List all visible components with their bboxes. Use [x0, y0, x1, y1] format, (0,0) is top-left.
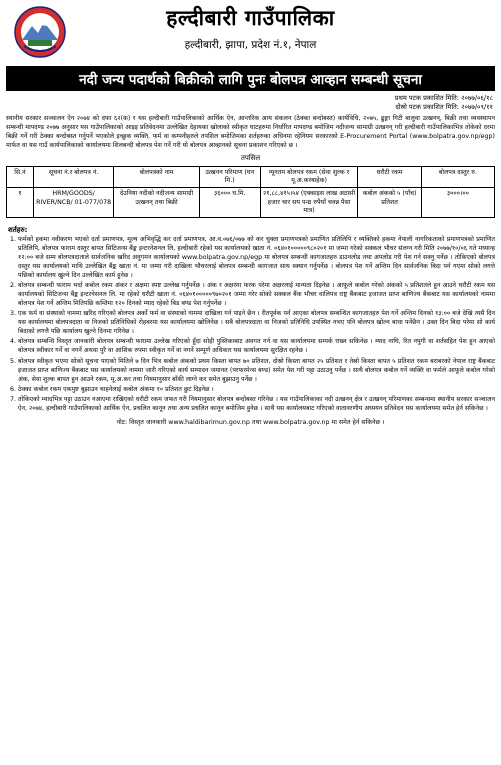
publication-dates	[6, 94, 495, 112]
schedule-title: तपसिल	[240, 154, 261, 163]
bid-table	[6, 166, 495, 218]
cell-fee: ३०००।००	[421, 188, 494, 218]
term-item: 7. तोकिएको म्यादभित्र पट्टा उठाउन नआएमा राखिएको धरौटी रकम जफत गरी नियमानुसार बोलपत्र बन्दोबस्त गरिनेछ । यस गाउँपालिकाका नदी उत्खनन् क्षेत्र र उत्खनन् परिमाणका सम्बन्धमा स्थानीय सरकार सञ्चालन ऐन, २०७४, हल्दीबारी गाउँपालिकाको आर्थिक ऐन, प्रचलित कानून तथा अन्य प्रचलित कानून बमोजिम हुनेछ । साथै यस कार्यालयबाट गरिएको वातावरणीय अध्ययन प्रतिवेदन यस कार्यालयमा समेत हेर्न सकिनेछ ।	[18, 396, 495, 414]
col-header-notice-no: सूचना नं.र बोलपत्र नं.	[33, 167, 114, 188]
col-header-quantity: उत्खनन परिमाण (घन मि.)	[199, 167, 260, 188]
page-title: हल्दीबारी गाउँपालिका	[166, 6, 335, 30]
letterhead	[6, 0, 495, 66]
table-header-row	[7, 167, 495, 188]
col-header-fee: बोलपत्र दस्तुर रु.	[421, 167, 494, 188]
col-header-deposit: धरौटी रकम	[358, 167, 421, 188]
cell-bid-name: देउनिया नदीको नदीजन्य सामाग्री उत्खनन् तथा बिक्री	[114, 188, 199, 218]
notice-banner: नदी जन्य पदार्थको बिक्रीको लागि पुनः बोलपत्र आव्हान सम्बन्धी सूचना	[6, 66, 495, 91]
terms-list	[6, 236, 495, 414]
term-item: 4. बोलपत्र सम्बन्धि विस्तृत जानकारी बोलपत्र सम्बन्धी फारामा उल्लेख गरिएको हुँदा सोही पुस्तिकाबाट अवगत गर्न वा यस कार्यालयमा सम्पर्क राख्न सकिनेछ । म्याद नाघि, रित नपुगी वा शर्तसहित पेश हुन आएको बोलपत्र स्वीकार गर्ने वा नगर्ने अथवा पुरै वा आंशिक रुपमा स्वीकृत गर्ने वा नगर्ने सम्पूर्ण अधिकार यस कार्यालयमा सुरक्षित रहनेछ ।	[18, 338, 495, 356]
term-item: 3. एक फर्म वा संस्थाको नाममा खरिद गरिएको बोलपत्र अर्को फर्म वा संस्थाको नाममा दाखिला गर्न पाइने छैन । रीतपूर्वक पर्न आएका बोलपत्र सम्बन्धित कागजातहरु पेश गर्ने अन्तिम दिनको १३:०० बजे देखि त्यसै दिन यस कार्यालयमा बोलपत्रदाता वा निजको प्रतिनिधिको रोहबरमा यस कार्यालयमा खोलिनेछ । सबै बोलपत्रदाता वा निजको प्रतिनिधि उपस्थित नभए पनि बोलपत्र खोल्न बाधा पर्नेछैन । उक्त दिन बिदा परेमा सो कार्य बिदाको लगत्तै पछि कार्यालय खुल्ने दिनमा गरिनेछ ।	[18, 310, 495, 337]
table-row	[7, 188, 495, 218]
cell-sn: १	[7, 188, 34, 218]
term-item: 6. ठेक्का कबोल रकम एकमुष्ट बुझाउन चाहनेलाई कबोल अंकमा १० प्रतिशत छुट दिइनेछ ।	[18, 386, 495, 395]
terms-heading: शर्तहरु:	[8, 225, 28, 234]
cell-deposit: कबोल अंकको ५ (पाँच) प्रतिशत	[358, 188, 421, 218]
intro-paragraph: स्थानीय सरकार सञ्चालन ऐन २०७४ को दफा ६२(क) र यस हल्दीबारी गाउँपालिकाको आर्थिक ऐन, आन्तरिक आय संकलन (ठेक्का बन्दोबस्त) कार्यविधि, २०७५, ढुङ्गा गिटी बालुवा उत्खनन्, बिक्री तथा व्यवस्थापन सम्बन्धी मापदण्ड २०७७ अनुसार यस गाउँपालिकाको आइइ प्रतिवेदनमा उल्लेखित देहायका खोलाको स्वीकृत घाटहरुमा निर्धारित मापदण्ड बमोजिम नदीजन्य सामाग्री उत्खनन् गरी हल्दीबारी गाउँपालिकाभित्र तोकेको दरमा बिक्री गर्ने गरी ठेक्का बन्दोबस्त गर्नुपर्ने भएकोले इच्छुक व्यक्ति, फर्म वा कम्पनीहरुले तपशिल बमोजिमका शर्तहरुका अधिनमा रहेनियम सरकारको E-Procurement Portal (www.bolpatra.gov.np/egp) मार्फत वा यस गाउँ कार्यपालिकाको कार्यालयमा शिलबन्दी बोलपत्र पेश गर्ने गरी यो बोलपत्र आव्हानको सूचना प्रकाशन गरिएको छ ।	[6, 115, 495, 150]
cell-notice-no: HRM/GOODS/ RIVER/NCB/ 01-077/078	[33, 188, 114, 218]
col-header-bid-name: बोलपत्रको नाम	[114, 167, 199, 188]
col-header-min-amount: न्यूनतम बोलपत्र रकम (सेवा शुल्क र मू.अ.करबाहेक)	[260, 167, 358, 188]
cell-quantity: ३६००० घ.मि.	[199, 188, 260, 218]
term-item: 1. फर्मको हकमा नवीकरण भएको दर्ता प्रमाणपत्र, मूल्य अभिवृद्धि कर दर्ता प्रमाणपत्र, आ.व.०७६/०७७ को कर चुक्ता प्रमाणपत्रको प्रमाणित प्रतिलिपि र व्यक्तिको हकमा नेपाली नागरिकताको प्रमाणपत्रको प्रमाणित प्रतिलिपि, बोलपत्र फाराम दस्तुर बापत सिटिजन्स बैंङ्क इन्टरनेशनल लि, हल्दीबारी रहेको यस कार्यालयको खाता नं. ०६४०१०००००९८०२०१ मा जम्मा गरेको सक्कल भौचर संलग्न गरी मिति २०७७/१०/०६ गते मध्यान्ह १२:०० बजे सम्म बोलपत्रदाताले सार्वजनिक खरिद अनुगमन कार्यालयको www.bolpatra.gov.np/egp मा बोलपत्र सम्बन्धी कागजातहरु डाउनलोड तथा अपलोड गरी पेश गर्न सक्नु पर्नेछ । तोकिएको बोलपत्र दस्तुर यस कार्यालयको माथि उल्लेखित बैंङ्क खाता नं. मा जम्मा गरी दाखिला भौचरलाई बोलपत्र सम्बन्धी कागजात साथ स्क्यान गर्नुपर्नेछ । बोलपत्र पेश गर्ने अन्तिम दिन सार्वजनिक बिदा पर्न गएमा सोको लगत्ते पछिको कार्यालय खुल्ने दिन उल्लेखित कार्य हुनेछ ।	[18, 236, 495, 281]
second-publish-date: दोस्रो पटक प्रकाशित मिति: २०७७/०९/११	[395, 103, 493, 111]
term-item: 5. बोलपत्र स्वीकृत भएमा सोको सूचना पाएको मितिले ७ दिन भित्र कबोल अंकको प्रथम किस्ता बापत ७० प्रतिशत, दोस्रो किस्ता बापत २५ प्रतिशत र तेस्रो किस्ता बापत ५ प्रतिशत रकम बराबरको नेपाल राष्ट्र बैंकबाट इजाजत प्राप्त बाणिज्य बैंकबाट यस कार्यालयको नाममा जारी गरिएको कार्य सम्पादन जमानत (परफरमेन्स बण्ड) समेत पेश गरी पट्टा उठाउनु पर्नेछ । साथै बोलपत्र कबोल गर्ने व्यक्ति वा फर्मले आफूले कबोल गरेको अंक, सेवा शुल्क बापत हुन आउने रकम, मू.अ.कर तथा नियमानुसार बाँकी लाग्ने कर समेत बुझाउनु पर्नेछ ।	[18, 358, 495, 385]
footer-note: नोट: विस्तृत जानकारी www.haldibarimun.gov.np तथा www.bolpatra.gov.np मा समेत हेर्न सकिनेछ ।	[116, 419, 385, 427]
col-header-sn: सि.नं	[7, 167, 34, 188]
address-line: हल्दीबारी, झापा, प्रदेश नं.१, नेपाल	[184, 39, 317, 51]
term-item: 2. बोलपत्र सम्बन्धी फाराम भर्दा कबोल रकम अंकर र अक्षमा स्पष्ट उल्लेख गर्नुपर्नेछ । अंक र अक्षरमा फरक परेमा अक्षरलाई मान्यता दिइनेछ । आफूले कबोल गरेको अंकको ५ प्रतिशतले हुन आउने धरौटी रकम यस कार्यालयको सिटिजन्स बैंङ्क इन्टरनेसनल लि. मा रहेको धरौटी खाता नं. ०६४०१०००००९७०२०१ जम्मा गरेर सोको सक्कल बैंक भौचर वालिपत्र राष्ट्र बैंकबाट इजाजत प्राप्त बाणिज्य बैंकबाट यस कार्यालयको नाममा बोलपत्र पेश गर्ने अन्तिम मितिपछि कम्तिमा १२० दिनको म्याद रहेको बिड बण्ड पेश गर्नुपर्नेछ ।	[18, 282, 495, 309]
first-publish-date: प्रथम पटक प्रकाशित मिति: २०७७/०६/१८	[394, 94, 493, 102]
cell-min-amount: २१,८८,४१५।५४ (एक्काइस लाख अठासी हजार चार सय पन्ध्र रुपैयाँ चवन्न पैसा मात्र)	[260, 188, 358, 218]
